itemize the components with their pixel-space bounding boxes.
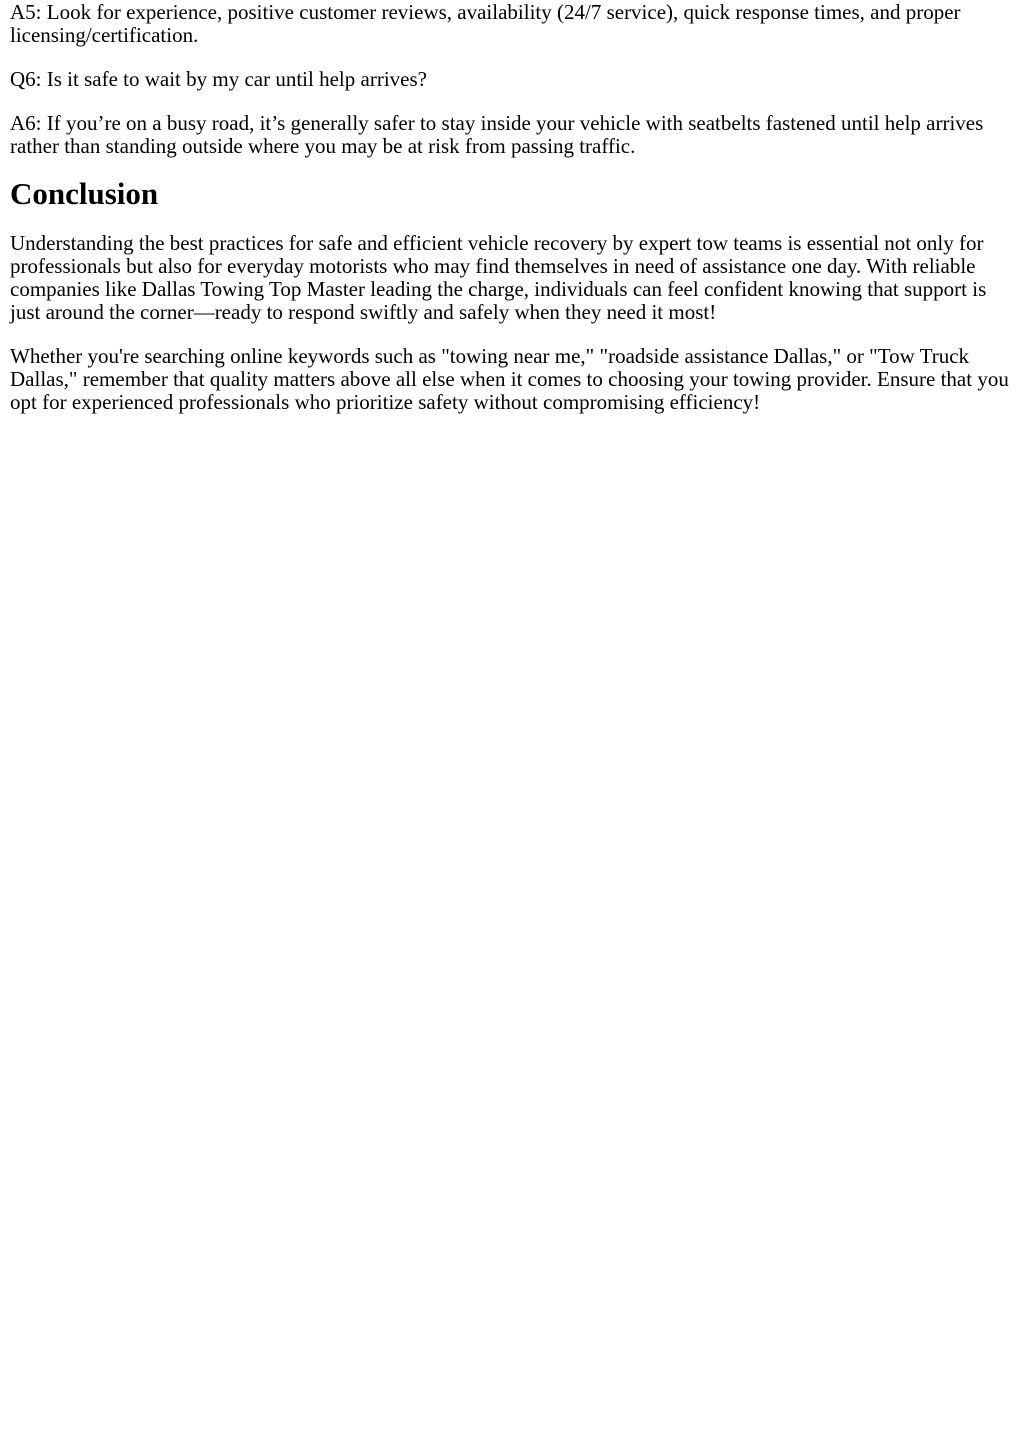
conclusion-heading: Conclusion xyxy=(10,176,159,211)
conclusion-paragraph-1: Understanding the best practices for safe and efficient vehicle recovery by expert tow teams is essential not only for professionals but also for everyday motorists who may find themselves in need of assistance one day. With reliable companies like Dallas Towing Top Master leading the charge, individuals can feel confident knowing that support is just around the corner—ready to respond swiftly and safely when they need it most! xyxy=(10,231,987,324)
conclusion-paragraph-2: Whether you're searching online keywords such as "towing near me," "roadside assistance Dallas," or "Tow Truck Dallas," remember that quality matters above all else when it comes to choosing your towing provider. Ensure that you opt for experienced professionals who prioritize safety without compromising efficiency! xyxy=(10,344,1009,414)
article-body xyxy=(0,0,1024,414)
faq-question-6: Q6: Is it safe to wait by my car until help arrives? xyxy=(10,67,427,91)
faq-answer-6: A6: If you’re on a busy road, it’s generally safer to stay inside your vehicle with seatbelts fastened until help arrives rather than standing outside where you may be at risk from passing traffic. xyxy=(10,111,984,158)
faq-answer-5: A5: Look for experience, positive customer reviews, availability (24/7 service), quick response times, and proper licensing/certification. xyxy=(10,0,961,47)
